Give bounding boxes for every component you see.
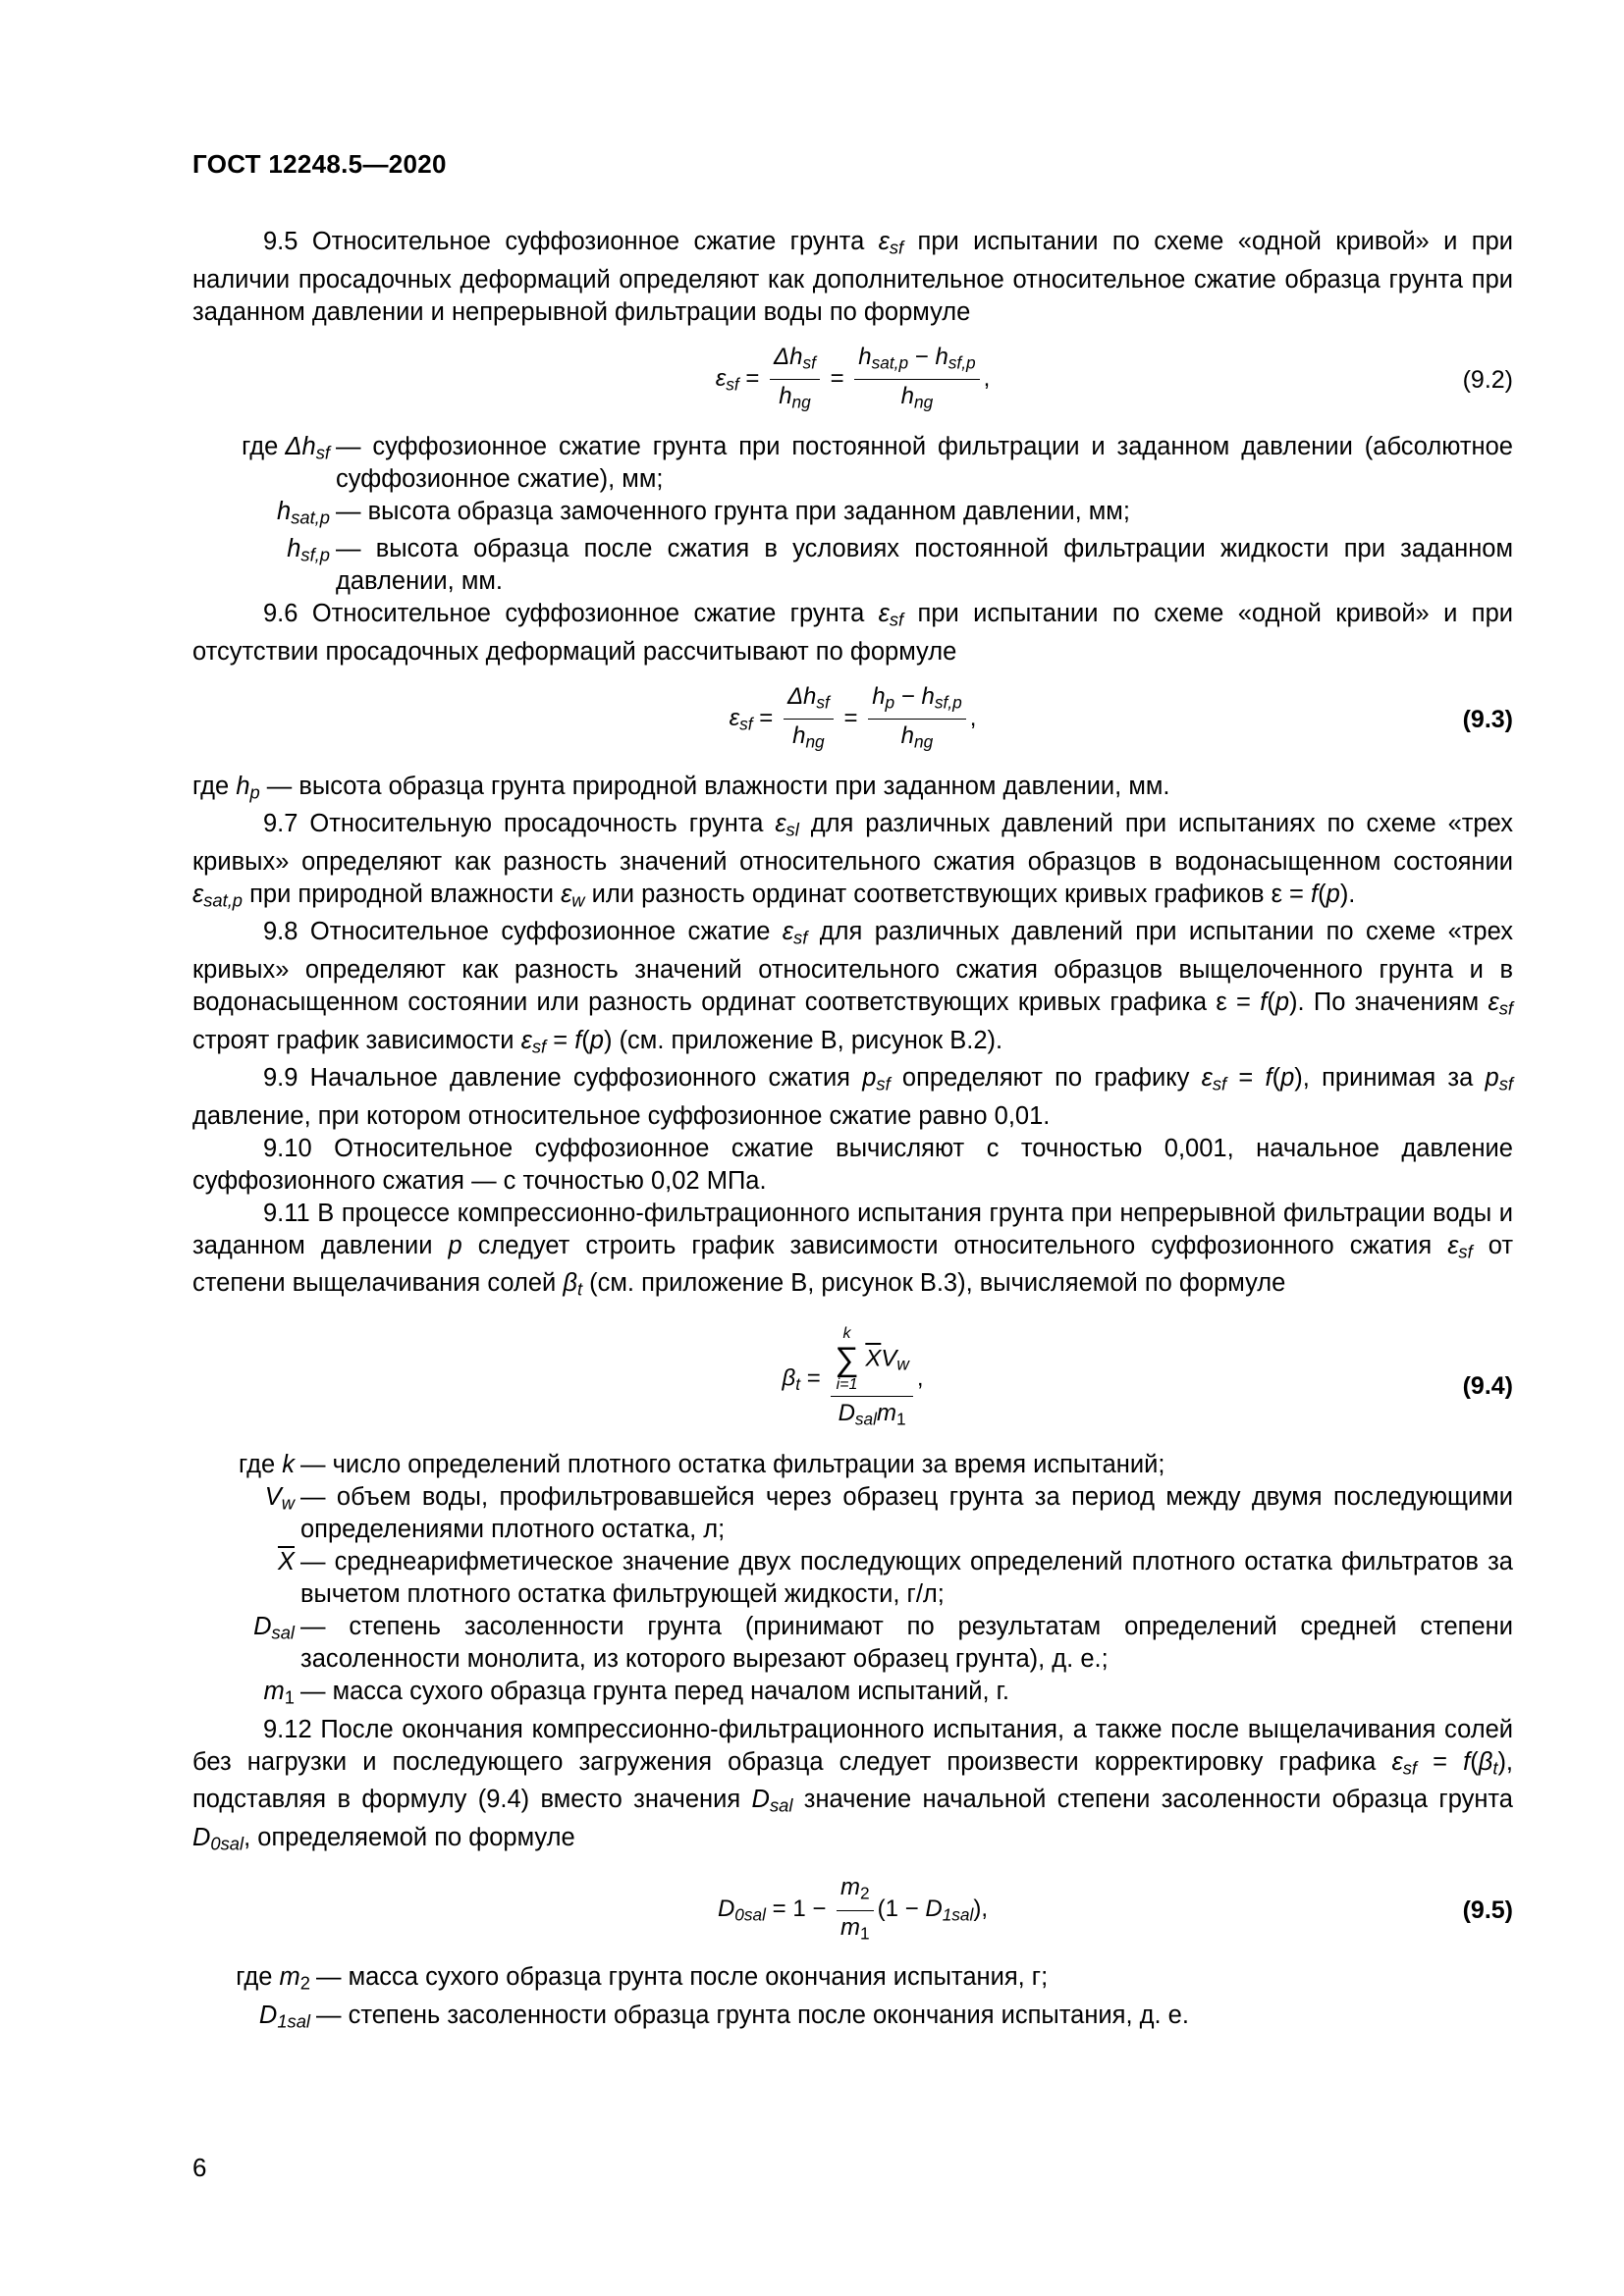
paragraph-9-6: 9.6 Относительное суффозионное сжатие грунта $\varepsilon_{sf}$ при испытании по схеме «одной кривой» и при отсутствии просадочных деформаций рассчитывают по формуле xyxy=(192,600,1513,666)
paragraph-9-7: 9.7 Относительную просадочность грунта $\varepsilon_{sl}$ для различных давлений при испытаниях по схеме «трех кривых» определяют как разность значений относительного сжатия образцов в водонасыщенном состоянии $\varepsilon_{sat,p}$ при природной влажности $\varepsilon_w$ или разность ординат соответствующих кривых графиков ε = f(p). xyxy=(192,810,1513,911)
formula-number: (9.3) xyxy=(1462,705,1513,733)
sum-symbol: k ∑ i=1 xyxy=(835,1324,859,1393)
legend-row: где k — число определений плотного остатка фильтрации за время испытаний; xyxy=(238,1450,1165,1478)
legend-row: $\overline{X}$ — среднеарифметическое значение двух последующих определений плотного остатка фильтратов за вычетом плотного остатка фильтрующей жидкости, г/л; xyxy=(277,1547,1513,1608)
paragraph-9-10: 9.10 Относительное суффозионное сжатие вычисляют с точностью 0,001, начальное давление суффозионного сжатия — с точностью 0,02 МПа. xyxy=(192,1134,1513,1195)
formula-9-2: $\varepsilon_{sf}$ = $\frac{\Delta h_{sf}}{h_{ng}}$ = $\frac{h_{sat,p} - h_{sf,p}}{h_{ng}}$ , (9.2) xyxy=(715,343,1513,412)
legend-row: $D_{sal}$ — степень засоленности грунта (принимают по результатам определений средней степени засоленности монолита, из которого вырезают образец грунта), д. е.; xyxy=(253,1612,1513,1673)
page-number: 6 xyxy=(192,2153,207,2182)
legend-row: $m_1$ — масса сухого образца грунта перед началом испытаний, г. xyxy=(263,1677,1009,1708)
paragraph-9-8: 9.8 Относительное суффозионное сжатие $\varepsilon_{sf}$ для различных давлений при испытании по схеме «трех кривых» определяют как разность значений относительного сжатия образцов выщелоченного грунта и в водонасыщенном состоянии или разность ординат соответствующих кривых графика ε = f(p). По значениям $\varepsilon_{sf}$ строят график зависимости $\varepsilon_{sf} = f(p)$ (см. приложение В, рисунок В.2). xyxy=(192,918,1513,1057)
legend-9-5 xyxy=(192,1961,1513,2037)
formula-9-3: $\varepsilon_{sf}$ = $\frac{\Delta h_{sf}}{h_{ng}}$ = $\frac{h_p - h_{sf,p}}{h_{ng}}$ , (9.3) xyxy=(729,682,1513,752)
legend-row: $D_{1sal}$ — степень засоленности образца грунта после окончания испытания, д. е. xyxy=(258,2001,1189,2032)
formula-number: (9.4) xyxy=(1462,1371,1513,1400)
formula-number: (9.2) xyxy=(1462,365,1513,394)
legend-9-3: где $h_p$ — высота образца грунта природной влажности при заданном давлении, мм. xyxy=(192,772,1170,803)
legend-row: $V_w$ — объем воды, профильтровавшейся через образец грунта за период между двумя последующими определениями плотного остатка, л; xyxy=(264,1482,1513,1543)
legend-row: $h_{sf,p}$ — высота образца после сжатия в условиях постоянной фильтрации жидкости при заданном давлении, мм. xyxy=(287,535,1513,596)
legend-9-2 xyxy=(192,431,1513,599)
legend-row: где $\Delta h_{sf}$ — суффозионное сжатие грунта при постоянной фильтрации и заданном давлении (абсолютное суффозионное сжатие), мм; xyxy=(242,432,1513,493)
legend-row: $h_{sat,p}$ — высота образца замоченного грунта при заданном давлении, мм; xyxy=(277,497,1130,528)
paragraph-9-5: 9.5 Относительное суффозионное сжатие грунта $\varepsilon_{sf}$ при испытании по схеме «одной кривой» и при наличии просадочных деформаций определяют как дополнительное относительное сжатие образца грунта при заданном давлении и непрерывной фильтрации воды по формуле xyxy=(192,228,1513,326)
paragraph-9-11: 9.11 В процессе компрессионно-фильтрационного испытания грунта при непрерывной фильтрации воды и заданном давлении p следует строить график зависимости относительного суффозионного сжатия $\varepsilon_{sf}$ от степени выщелачивания солей $\beta_t$ (см. приложение В, рисунок В.3), вычисляемой по формуле xyxy=(192,1199,1514,1300)
paragraph-9-12: 9.12 После окончания компрессионно-фильтрационного испытания, а также после выщелачивания солей без нагрузки и последующего загружения образца следует произвести корректировку графика $\varepsilon_{sf} = f(\beta_t)$, подставляя в формулу (9.4) вместо значения $D_{sal}$ значение начальной степени засоленности образца грунта $D_{0sal}$, определяемой по формуле xyxy=(192,1715,1514,1854)
legend-row: где $m_2$ — масса сухого образца грунта после окончания испытания, г; xyxy=(236,1963,1049,1994)
formula-number: (9.5) xyxy=(1462,1896,1513,1925)
formula-9-4: $\beta_t$ = k ∑ i=1 $\overline{X}V_w$ $D_{sal}m_1$ , (9.4) xyxy=(782,1324,1513,1429)
paragraph-9-9: 9.9 Начальное давление суффозионного сжатия $p_{sf}$ определяют по графику $\varepsilon_{sf} = f(p)$, принимая за $p_{sf}$ давление, при котором относительное суффозионное сжатие равно 0,01. xyxy=(192,1064,1513,1130)
document-header: ГОСТ 12248.5—2020 xyxy=(192,149,447,179)
formula-9-5: $D_{0sal} = 1$ − $\frac{m_2}{m_1}$ $(1 - D_{1sal})$, (9.5) xyxy=(717,1874,1513,1943)
legend-9-4 xyxy=(192,1449,1513,1714)
document-body xyxy=(192,226,1513,2037)
